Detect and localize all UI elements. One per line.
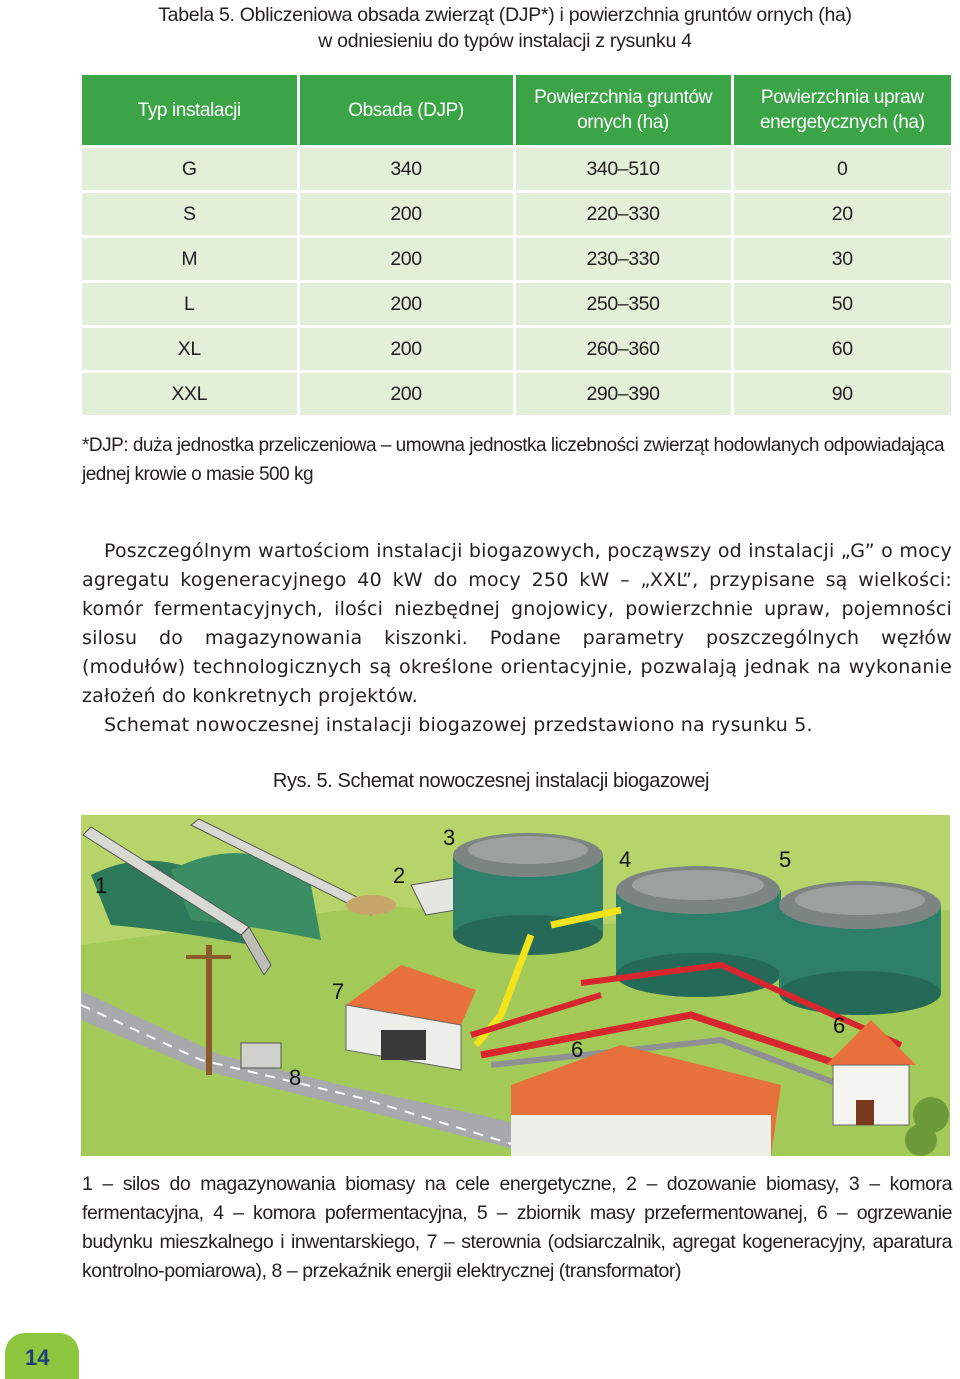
- figure-legend: 1 – silos do magazynowania biomasy na cele energetyczne, 2 – dozowanie biomasy, 3 – komora fermentacyjna, 4 – komora pofermentacyjna, 5 – zbiornik masy przefermentowanej, 6 – ogrzewanie budynku mieszkalnego i inwentarskiego, 7 – sterownia (odsiarczalnik, agregat kogeneracyjny, aparatura kontrolno-pomiarowa), 8 – przekaźnik energii elektrycznej (transformator): [82, 1173, 952, 1282]
- header-energy-crops-area: Powierzchnia upraw energetycznych (ha): [732, 75, 951, 147]
- table-header-row: [82, 75, 951, 147]
- figure-label: 7: [332, 979, 345, 1004]
- table-cell: 340–510: [514, 147, 732, 192]
- table-cell: 30: [732, 237, 951, 282]
- table-footnote: *DJP: duża jednostka przeliczeniowa – umowna jednostka liczebności zwierząt hodowlanych odpowiadająca jednej krowie o masie 500 kg: [82, 435, 945, 485]
- table-cell: XXL: [82, 372, 298, 416]
- table-cell: 20: [732, 192, 951, 237]
- table-cell: 200: [298, 192, 514, 237]
- page-number: 14: [25, 1345, 50, 1370]
- table-row: [82, 282, 951, 327]
- table-cell: XL: [82, 327, 298, 372]
- figure-label: 2: [393, 863, 406, 888]
- page-number-badge: [5, 1333, 79, 1379]
- figure-label: 8: [289, 1065, 302, 1090]
- table-cell: 200: [298, 237, 514, 282]
- table-row: [82, 237, 951, 282]
- table-cell: G: [82, 147, 298, 192]
- table-cell: 290–390: [514, 372, 732, 416]
- table-cell: L: [82, 282, 298, 327]
- figure-label: 6: [571, 1037, 584, 1062]
- table-caption-line1: Tabela 5. Obliczeniowa obsada zwierząt (DJP*) i powierzchnia gruntów ornych (ha): [158, 4, 852, 26]
- table-row: [82, 372, 951, 416]
- header-arable-area: Powierzchnia gruntów ornych (ha): [514, 75, 732, 147]
- biogas-plant-illustration: [81, 815, 950, 1156]
- table-caption-line2: w odniesieniu do typów instalacji z rysunku 4: [318, 30, 692, 52]
- table-cell: 220–330: [514, 192, 732, 237]
- body-text: [82, 537, 952, 740]
- figure-title: Rys. 5. Schemat nowoczesnej instalacji biogazowej: [272, 770, 710, 792]
- table-row: [82, 327, 951, 372]
- figure-label: 1: [95, 873, 108, 898]
- table-row: [82, 147, 951, 192]
- table-cell: 250–350: [514, 282, 732, 327]
- figure-label: 5: [779, 847, 792, 872]
- table-cell: 200: [298, 372, 514, 416]
- table-cell: 340: [298, 147, 514, 192]
- table-cell: 200: [298, 327, 514, 372]
- table-cell: 260–360: [514, 327, 732, 372]
- table-caption: [80, 2, 930, 54]
- table-cell: 0: [732, 147, 951, 192]
- header-livestock: Obsada (DJP): [298, 75, 514, 147]
- body-paragraph-1: Poszczególnym wartościom instalacji biogazowych, począwszy od instalacji „G” o mocy agregatu kogeneracyjnego 40 kW do mocy 250 kW – „XXL”, przypisane są wielkości: komór fermentacyjnych, ilości niezbędnej gnojowicy, powierzchnie upraw, pojemności silosu do magazynowania kiszonki. Podane parametry poszczególnych węzłów (modułów) technologicznych są określone orientacyjnie, pozwalają jednak na wykonanie założeń do konkretnych projektów.: [82, 540, 952, 707]
- table-cell: 60: [732, 327, 951, 372]
- table-cell: 50: [732, 282, 951, 327]
- figure-label: 3: [443, 825, 456, 850]
- table-cell: 230–330: [514, 237, 732, 282]
- table-row: [82, 192, 951, 237]
- table-cell: S: [82, 192, 298, 237]
- table-cell: M: [82, 237, 298, 282]
- figure-label: 6: [833, 1013, 846, 1038]
- header-installation-type: Typ instalacji: [82, 75, 298, 147]
- table-cell: 200: [298, 282, 514, 327]
- livestock-table: [82, 75, 951, 415]
- table-cell: 90: [732, 372, 951, 416]
- figure-label: 4: [619, 847, 632, 872]
- biogas-plant-svg: [81, 815, 950, 1156]
- body-paragraph-2: Schemat nowoczesnej instalacji biogazowej przedstawiono na rysunku 5.: [104, 714, 813, 736]
